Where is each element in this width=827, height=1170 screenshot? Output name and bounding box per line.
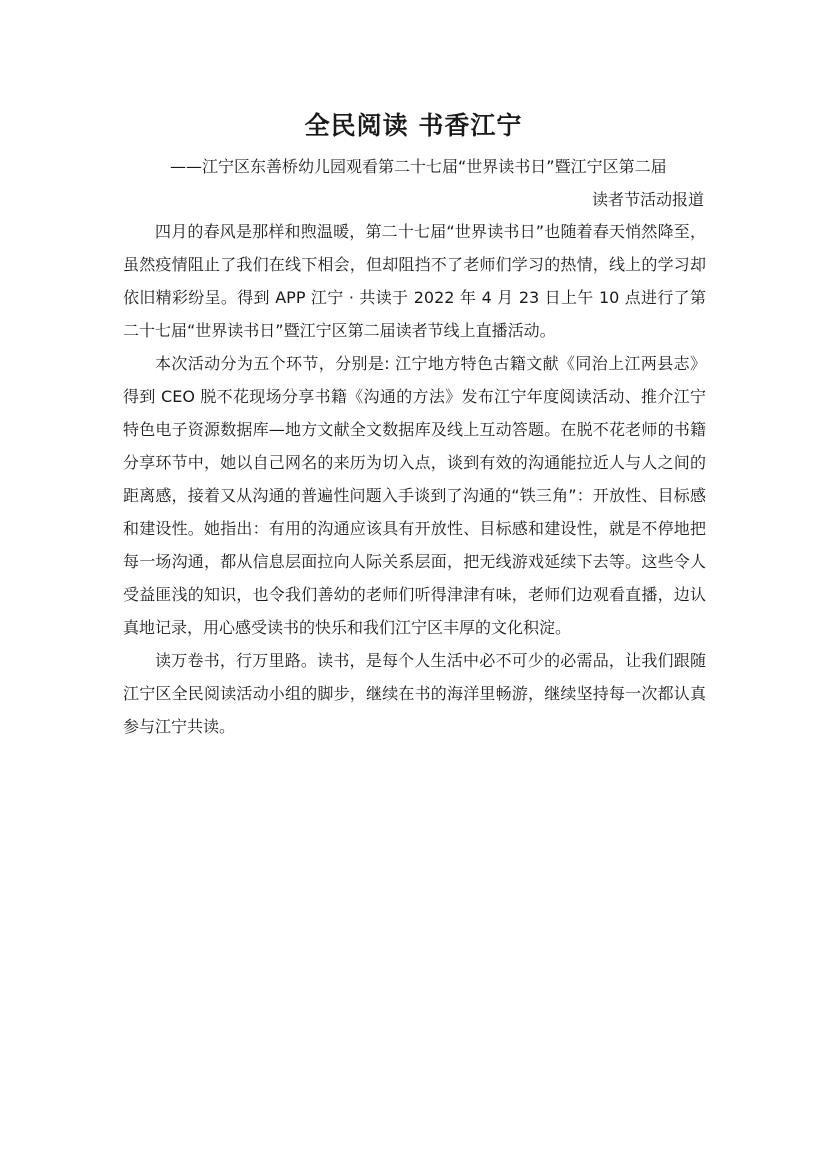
document-title: 全民阅读 书香江宁 bbox=[304, 111, 523, 140]
document-body bbox=[123, 215, 706, 743]
paragraph-conclusion: 读万卷书，行万里路。读书，是每个人生活中必不可少的必需品，让我们跟随江宁区全民阅读活动小组的脚步，继续在书的海洋里畅游，继续坚持每一次都认真参与江宁共读。 bbox=[123, 651, 706, 736]
paragraph-activity: 本次活动分为五个环节，分别是: 江宁地方特色古籍文献《同治上江两县志》得到 CEO 脱不花现场分享书籍《沟通的方法》发布江宁年度阅读活动、推介江宁特色电子资源数据库—地方文献全文数据库及线上互动答题。在脱不花老师的书籍分享环节中，她以自己网名的来历为切入点，谈到有效的沟通能拉近人与人之间的距离感，接着又从沟通的普遍性问题入手谈到了沟通的“铁三角”：开放性、目标感和建设性。她指出：有用的沟通应该具有开放性、目标感和建设性，就是不停地把每一场沟通，都从信息层面拉向人际关系层面，把无线游戏延续下去等。这些令人受益匪浅的知识，也令我们善幼的老师们听得津津有味，老师们边观看直播，边认真地记录，用心感受读书的快乐和我们江宁区丰厚的文化积淀。 bbox=[123, 354, 706, 637]
paragraph-intro: 四月的春风是那样和煦温暖，第二十七届“世界读书日”也随着春天悄然降至，虽然疫情阻止了我们在线下相会，但却阻挡不了老师们学习的热情，线上的学习却依旧精彩纷呈。得到 APP 江宁 · 共读于 2022 年 4 月 23 日上午 10 点进行了第二十七届“世界读书日”暨江宁区第二届读者节线上直播活动。 bbox=[123, 222, 706, 340]
document-subtitle bbox=[170, 150, 704, 216]
subtitle-line-2: 读者节活动报道 bbox=[591, 190, 704, 209]
subtitle-line-1: ——江宁区东善桥幼儿园观看第二十七届“世界读书日”暨江宁区第二届 bbox=[170, 157, 667, 176]
